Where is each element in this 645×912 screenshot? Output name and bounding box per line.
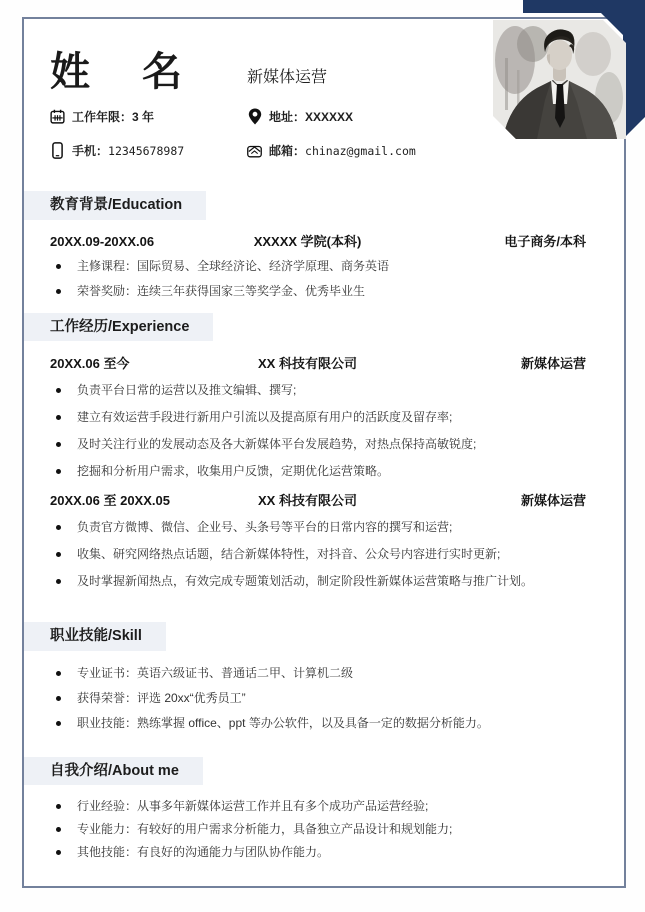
bullet-icon	[56, 579, 61, 584]
phone-label: 手机：	[72, 144, 109, 158]
bullet-text: 建立有效运营手段进行新用户引流以及提高原有用户的活跃度及留存率;	[77, 410, 453, 424]
job-role: 新媒体运营	[520, 356, 586, 371]
section-heading-skills: 职业技能/Skill	[24, 622, 166, 651]
list-item	[50, 519, 594, 535]
list-item	[50, 573, 594, 589]
job-row	[50, 490, 594, 509]
envelope-icon	[247, 142, 262, 159]
contact-address	[247, 108, 490, 125]
bullet-text: 负责官方微博、微信、企业号、头条号等平台的日常内容的撰写和运营;	[77, 520, 453, 534]
job-date: 20XX.06 至今	[50, 356, 130, 371]
education-bullet-list	[50, 258, 594, 299]
section-heading-experience: 工作经历/Experience	[24, 313, 213, 342]
list-item	[50, 436, 594, 452]
bullet-icon	[56, 264, 61, 269]
calendar-icon	[50, 108, 65, 125]
bullet-text: 行业经验：从事多年新媒体运营工作并且有多个成功产品运营经验;	[77, 799, 429, 813]
job-title: 新媒体运营	[247, 69, 328, 86]
contact-info-grid	[50, 108, 490, 159]
bullet-icon	[56, 721, 61, 726]
bullet-text: 挖掘和分析用户需求，收集用户反馈，定期优化运营策略。	[77, 464, 390, 478]
contact-work-years	[50, 108, 247, 125]
bullet-text: 及时掌握新闻热点，有效完成专题策划活动，制定阶段性新媒体运营策略与推广计划。	[77, 574, 534, 588]
list-item	[50, 690, 594, 706]
list-item	[50, 283, 594, 299]
address-value: XXXXXX	[305, 109, 354, 124]
list-item	[50, 258, 594, 274]
bullet-icon	[56, 850, 61, 855]
about-bullet-list	[50, 798, 594, 860]
bullet-icon	[56, 388, 61, 393]
email-value: chinaz@gmail.com	[305, 143, 416, 158]
list-item	[50, 546, 594, 562]
bullet-icon	[56, 415, 61, 420]
bullet-text: 职业技能：熟练掌握 office、ppt 等办公软件，以及具备一定的数据分析能力。	[77, 715, 489, 730]
contact-phone	[50, 142, 247, 159]
bullet-text: 专业能力：有较好的用户需求分析能力，具备独立产品设计和规划能力;	[77, 822, 453, 836]
job-bullet-list	[50, 519, 594, 589]
list-item	[50, 715, 594, 731]
bullet-icon	[56, 552, 61, 557]
list-item	[50, 798, 594, 814]
skills-bullet-list	[50, 665, 594, 731]
phone-value: 12345678987	[108, 143, 185, 158]
education-date: 20XX.09-20XX.06	[50, 233, 155, 249]
profile-photo	[493, 20, 626, 139]
section-skills	[50, 622, 594, 731]
list-item	[50, 409, 594, 425]
education-major: 电子商务/本科	[504, 233, 586, 249]
mobile-phone-icon	[50, 142, 65, 159]
bullet-icon	[56, 671, 61, 676]
list-item	[50, 844, 594, 860]
resume-page	[22, 17, 626, 888]
bullet-text: 及时关注行业的发展动态及各大新媒体平台发展趋势，对热点保持高敏锐度;	[77, 437, 477, 451]
section-experience	[50, 313, 594, 590]
bullet-icon	[56, 827, 61, 832]
job-date: 20XX.06 至 20XX.05	[50, 493, 170, 508]
list-item	[50, 821, 594, 837]
bullet-text: 获得荣誉：评选 20xx“优秀员工”	[77, 690, 246, 705]
bullet-icon	[56, 804, 61, 809]
bullet-text: 主修课程：国际贸易、全球经济论、经济学原理、商务英语	[77, 258, 390, 273]
work-years-label: 工作年限：	[72, 110, 133, 124]
list-item	[50, 463, 594, 479]
education-school: XXXXX 学院(本科)	[253, 233, 362, 249]
bullet-text: 荣誉奖励：连续三年获得国家三等奖学金、优秀毕业生	[77, 283, 366, 298]
section-education	[50, 191, 594, 299]
candidate-name: 姓 名	[50, 50, 188, 94]
bullet-text: 专业证书：英语六级证书、普通话二甲、计算机二级	[77, 665, 354, 680]
bullet-text: 负责平台日常的运营以及推文编辑、撰写;	[77, 383, 297, 397]
list-item	[50, 382, 594, 398]
section-heading-about: 自我介绍/About me	[24, 757, 203, 786]
job-row	[50, 353, 594, 372]
education-row	[50, 231, 594, 250]
bullet-icon	[56, 442, 61, 447]
location-pin-icon	[247, 108, 262, 125]
bullet-icon	[56, 696, 61, 701]
section-heading-education: 教育背景/Education	[24, 191, 206, 220]
bullet-icon	[56, 289, 61, 294]
bullet-icon	[56, 525, 61, 530]
job-company: XX 科技有限公司	[258, 356, 357, 371]
job-role: 新媒体运营	[520, 493, 586, 508]
bullet-text: 其他技能：有良好的沟通能力与团队协作能力。	[77, 845, 330, 859]
address-label: 地址：	[269, 110, 306, 124]
contact-email	[247, 142, 490, 159]
section-about	[50, 757, 594, 861]
email-label: 邮箱：	[269, 144, 306, 158]
bullet-text: 收集、研究网络热点话题，结合新媒体特性，对抖音、公众号内容进行实时更新;	[77, 547, 501, 561]
bullet-icon	[56, 469, 61, 474]
job-bullet-list	[50, 382, 594, 479]
list-item	[50, 665, 594, 681]
job-company: XX 科技有限公司	[258, 493, 357, 508]
work-years-value: 3 年	[132, 110, 155, 124]
